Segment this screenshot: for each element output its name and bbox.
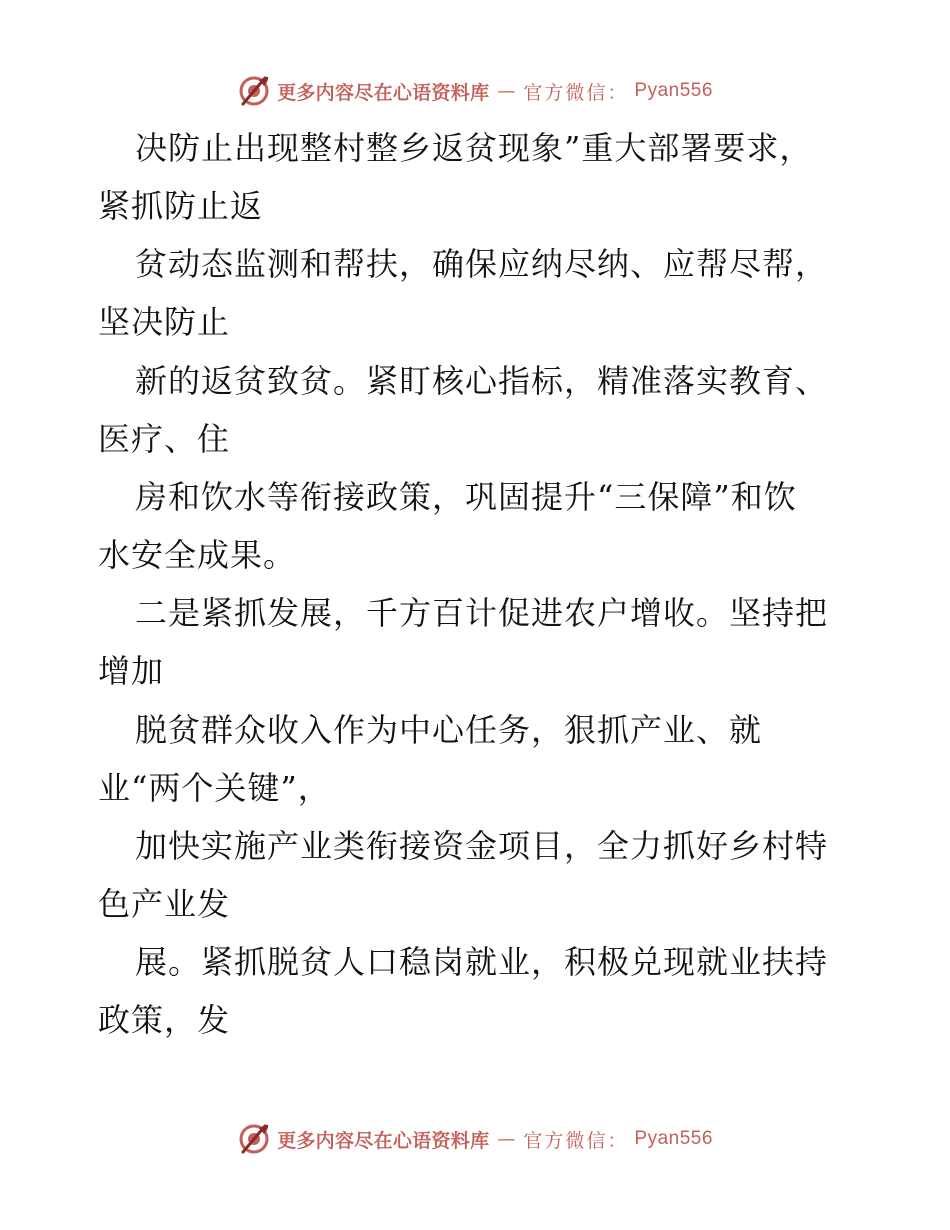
body-line: 增加 [98, 652, 165, 690]
body-line: 色产业发 [98, 885, 231, 923]
body-line: 展。紧抓脱贫人口稳岗就业，积极兑现就业扶持 [135, 943, 829, 981]
body-line: 政策，发 [98, 1001, 231, 1039]
body-line: 新的返贫致贫。紧盯核心指标，精准落实教育、 [135, 362, 829, 400]
body-line: 二是紧抓发展，千方百计促进农户增收。坚持把 [135, 594, 829, 632]
watermark-wechat-id: Pyan556 [634, 1128, 713, 1149]
body-line: 坚决防止 [98, 303, 231, 341]
body-line: 水安全成果。 [98, 536, 297, 574]
body-line: 加快实施产业类衔接资金项目，全力抓好乡村特 [135, 827, 829, 865]
quill-logo-icon [237, 1122, 271, 1156]
watermark-sub-text: 官方微信： [523, 1129, 629, 1152]
body-line: 房和饮水等衔接政策，巩固提升“三保障”和饮 [135, 478, 797, 516]
quill-logo-icon [237, 74, 271, 108]
watermark-main-text: 更多内容尽在心语资料库 [277, 81, 490, 104]
watermark-main-text: 更多内容尽在心语资料库 [277, 1129, 490, 1152]
watermark-wechat-id: Pyan556 [634, 80, 713, 101]
watermark-dash: — [497, 1128, 516, 1150]
body-line: 决防止出现整村整乡返贫现象”重大部署要求， [135, 129, 813, 167]
watermark-header [0, 71, 950, 111]
watermark-footer [0, 1119, 950, 1159]
watermark-dash: — [497, 80, 516, 102]
watermark-sub-text: 官方微信： [523, 81, 629, 104]
body-line: 贫动态监测和帮扶，确保应纳尽纳、应帮尽帮， [135, 245, 829, 283]
body-line: 脱贫群众收入作为中心任务，狠抓产业、就 [135, 711, 763, 749]
body-line: 医疗、住 [98, 420, 231, 458]
body-line: 紧抓防止返 [98, 187, 264, 225]
body-line: 业“两个关键”， [98, 769, 331, 807]
